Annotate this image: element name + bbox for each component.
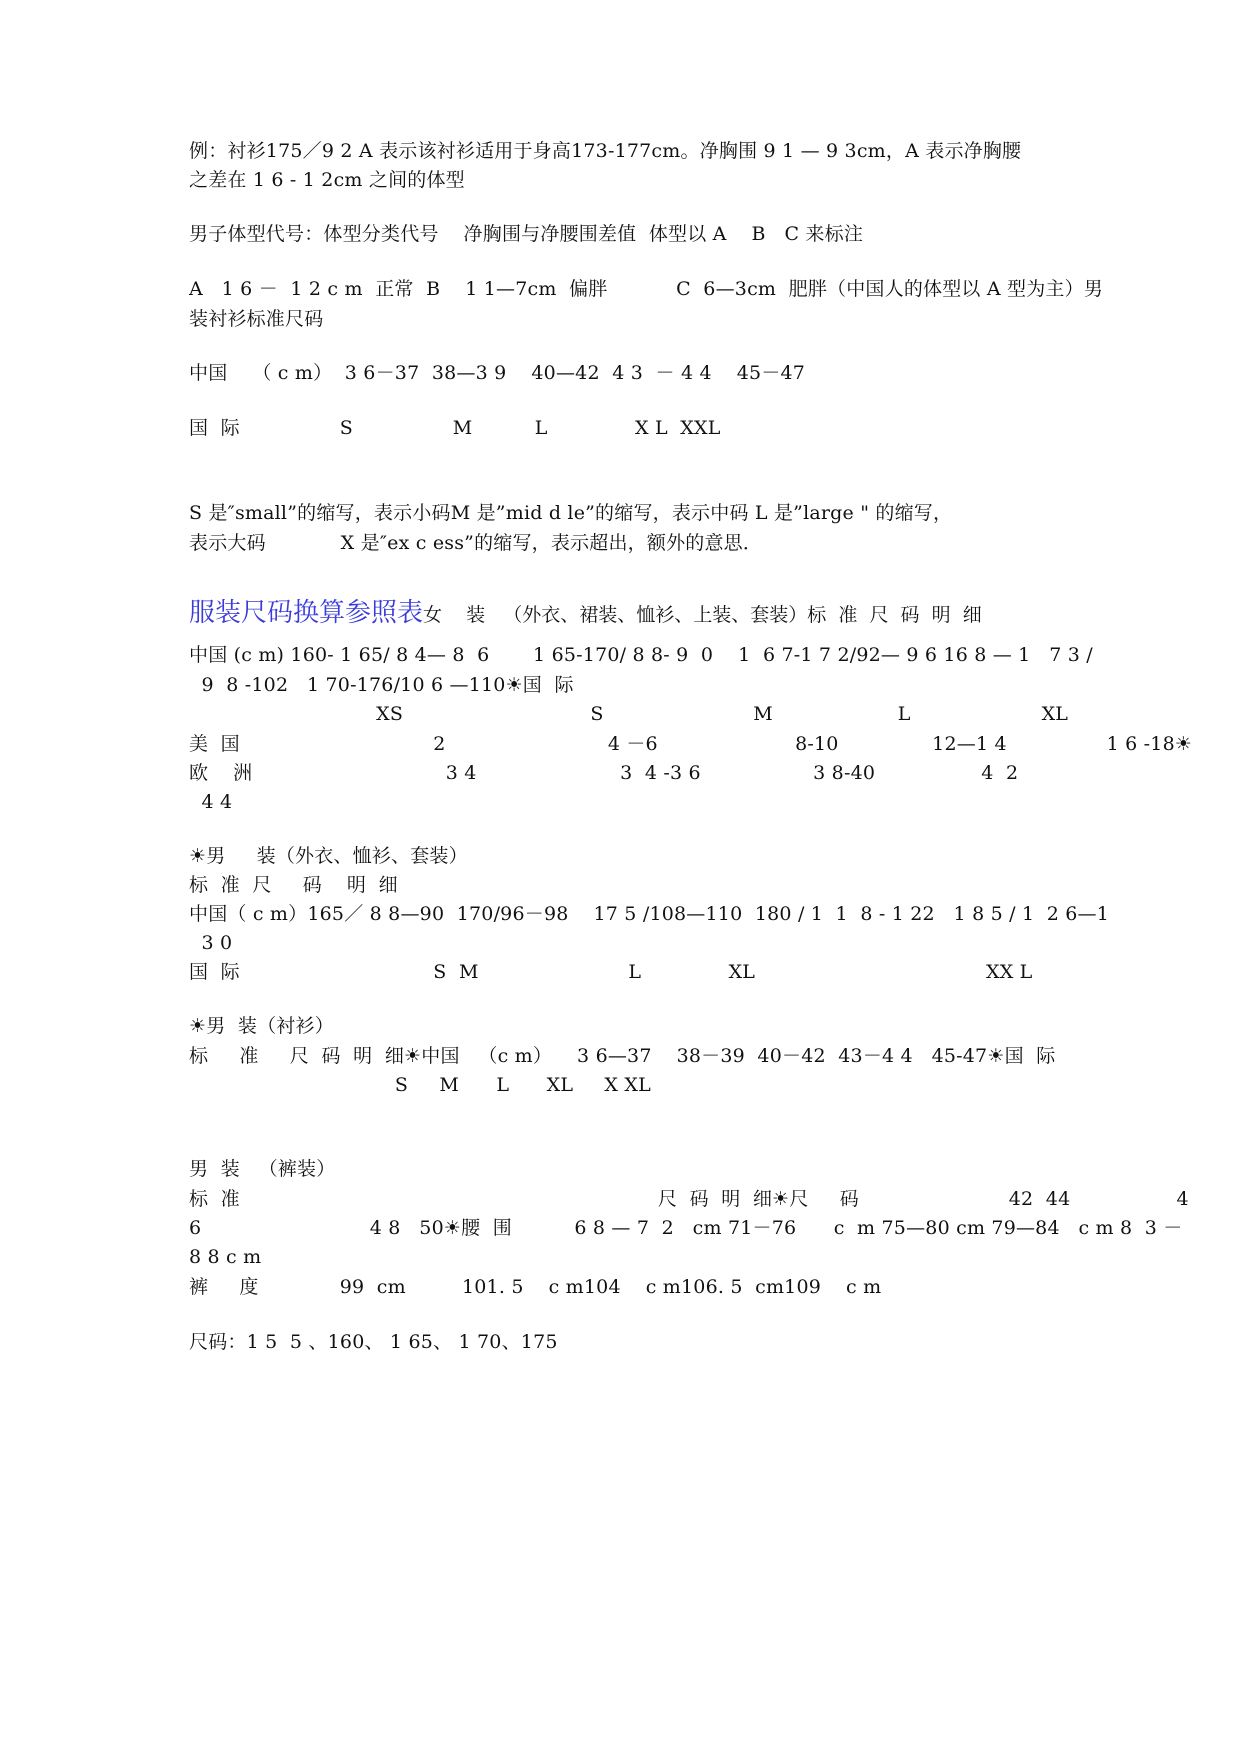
table-line: 8 8 c m [189, 1246, 262, 1268]
table-line: S M L XL X XL [189, 1074, 651, 1096]
table-line: 标 准 尺 码 明 细☀中国 （c m） 3 6—37 38－39 40－42 43－4 4 45-47☀国 际 [189, 1045, 1056, 1067]
table-line: 美 国 2 4 －6 8-10 12—1 4 1 6 -18☀ [189, 733, 1193, 755]
text-line: 表示大码 X 是″ex c ess”的缩写，表示超出，额外的意思． [189, 532, 763, 554]
heading-tail: 女 装 （外衣、裙装、恤衫、上装、套装）标 准 尺 码 明 细 [423, 604, 982, 626]
heading-title: 服装尺码换算参照表 [189, 598, 424, 628]
table-line: XS S M L XL [189, 703, 1069, 725]
text-line: 男子体型代号：体型分类代号 净胸围与净腰围差值 体型以 A B C 来标注 [189, 223, 864, 245]
text-line: 例：衬衫175／9 2 A 表示该衬衫适用于身高173-177cm。净胸围 9 1 — 9 3cm，A 表示净胸腰 [189, 140, 1022, 162]
section-heading [189, 598, 982, 630]
table-line: 中国（ c m）165／ 8 8—90 170/96－98 17 5 /108—110 180 / 1 1 8 - 1 22 1 8 5 / 1 2 6—1 [189, 903, 1110, 925]
text-line: 装衬衫标准尺码 [189, 308, 324, 330]
text-line: S 是″small”的缩写，表示小码M 是”mid d le”的缩写，表示中码 L 是”large " 的缩写， [189, 502, 953, 524]
text-line: A 1 6 － 1 2 c m 正常 B 1 1—7cm 偏胖 C 6—3cm 肥胖（中国人的体型以 A 型为主）男 [189, 278, 1104, 300]
table-line: ☀男 装（衬衫） [189, 1015, 334, 1037]
table-line: 9 8 -102 1 70-176/10 6 —110☀国 际 [189, 674, 574, 696]
table-line: 裤 度 99 cm 101. 5 c m104 c m106. 5 cm109 c m [189, 1276, 882, 1298]
table-line: 国 际 S M L XL XX L [189, 961, 1033, 983]
table-line: 男 装 （裤装） [189, 1158, 336, 1180]
table-line: 中国 (c m) 160- 1 65/ 8 4— 8 6 1 65-170/ 8 8- 9 0 1 6 7-1 7 2/92— 9 6 16 8 — 1 7 3 / [189, 644, 1093, 666]
table-line: 6 4 8 50☀腰 围 6 8 — 7 2 cm 71－76 c m 75—80 cm 79—84 c m 8 3 － [189, 1217, 1183, 1239]
table-line: 标 准 尺 码 明 细 [189, 874, 398, 896]
text-line: 国 际 S M L X L XXL [189, 417, 721, 439]
text-line: 中国 （ c m） 3 6－37 38—3 9 40—42 4 3 － 4 4 45－47 [189, 362, 806, 384]
text-line: 之差在 1 6 - 1 2cm 之间的体型 [189, 169, 465, 191]
table-line: 尺码：1 5 5 、160、 1 65、 1 70、175 [189, 1331, 558, 1353]
table-line: 4 4 [189, 791, 233, 813]
table-line: 3 0 [189, 932, 233, 954]
table-line: 欧 洲 3 4 3 4 -3 6 3 8-40 4 2 [189, 762, 1019, 784]
table-line: ☀男 装（外衣、恤衫、套装） [189, 845, 468, 867]
table-line: 标 准 尺 码 明 细☀尺 码 42 44 4 [189, 1188, 1189, 1210]
